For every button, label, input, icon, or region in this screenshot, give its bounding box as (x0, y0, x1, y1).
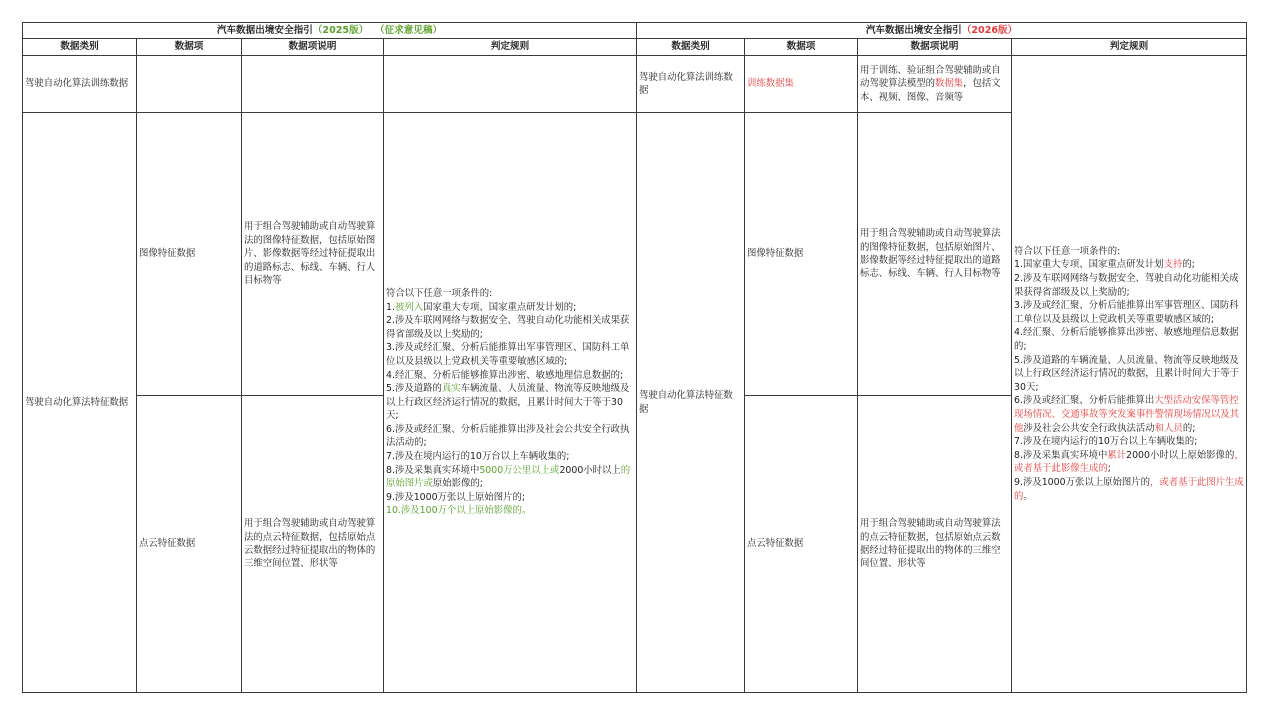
left-title-status: （征求意见稿） (374, 24, 443, 36)
right-training-desc-c: ，包括文本、视频、图像、音频等 (860, 78, 1001, 103)
right-rule-6 (1014, 394, 1244, 435)
right-rule-1-a: 1.国家重大专项、国家重点研发计划 (1014, 259, 1164, 271)
right-rule-9-c: 。 (1023, 490, 1033, 502)
left-training-item (137, 56, 242, 113)
table-row-training (23, 56, 1247, 113)
left-rule-8-c: 2000小时以上 (559, 464, 621, 476)
left-image-item: 图像特征数据 (137, 113, 242, 396)
right-rule-5: 5.涉及道路的车辆流量、人员流量、物流等反映地级及以上行政区经济运行情况的数据，且累计时间大于等于30天; (1014, 354, 1240, 393)
right-rule-7: 7.涉及在境内运行的10万台以上车辆收集的; (1014, 436, 1198, 448)
right-header-rules: 判定规则 (1012, 39, 1247, 56)
left-rule-6: 6.涉及或经汇聚、分析后能推算出涉及社会公共安全行政执法活动的; (386, 423, 630, 449)
right-rule-8 (1014, 449, 1244, 476)
right-rules-intro: 符合以下任意一项条件的: (1014, 245, 1121, 257)
left-rules-intro: 符合以下任意一项条件的: (386, 287, 493, 299)
left-training-category: 驾驶自动化算法训练数据 (23, 56, 137, 113)
right-header-item: 数据项 (745, 39, 858, 56)
left-feature-category: 驾驶自动化算法特征数据 (23, 113, 137, 693)
left-header-item: 数据项 (137, 39, 242, 56)
left-rule-1-c: 国家重大专项、国家重点研发计划的; (423, 301, 577, 313)
comparison-table (22, 22, 1247, 693)
left-rule-5-b: 真实 (441, 383, 461, 395)
right-rule-6-d: 和人员 (1154, 422, 1183, 434)
right-feature-category: 驾驶自动化算法特征数据 (637, 113, 745, 693)
right-training-desc-a: 用于训练、验证组合驾驶辅助或自动驾驶算法模型的 (860, 64, 1001, 90)
left-rule-4: 4.经汇聚、分析后能够推算出涉密、敏感地理信息数据的; (386, 369, 624, 381)
left-header-category: 数据类别 (23, 39, 137, 56)
left-title-main: 汽车数据出境安全指引 (216, 24, 313, 36)
right-image-desc: 用于组合驾驶辅助或自动驾驶算法的图像特征数据，包括原始图片、影像数据等经过特征提取出的道路标志、标线、车辆、行人目标物等 (858, 113, 1012, 396)
right-rule-6-a: 6.涉及或经汇聚、分析后能推算出 (1014, 395, 1155, 407)
right-rules-cell (1012, 56, 1247, 693)
right-training-desc (858, 56, 1012, 113)
right-image-item: 图像特征数据 (745, 113, 858, 396)
left-pointcloud-item: 点云特征数据 (137, 396, 242, 693)
right-pointcloud-desc: 用于组合驾驶辅助或自动驾驶算法的点云特征数据，包括原始点云数据经过特征提取出的物体的三维空间位置、形状等 (858, 396, 1012, 693)
right-rule-8-c: 2000小时以上原始影像的 (1126, 449, 1235, 461)
right-header-desc: 数据项说明 (858, 39, 1012, 56)
right-rule-8-e: ; (1107, 463, 1111, 475)
right-title (637, 23, 1247, 39)
left-rule-8-a: 8.涉及采集真实环境中 (386, 464, 480, 476)
left-header-desc: 数据项说明 (242, 39, 384, 56)
right-rule-8-b: 累计 (1107, 449, 1127, 461)
left-rule-3: 3.涉及或经汇聚、分析后能推算出军事管理区、国防科工单位以及县级以上党政机关等重要敏感区域的; (386, 342, 630, 367)
left-rule-2: 2.涉及车联网网络与数据安全、驾驶自动化功能相关成果获得省部级及以上奖励的; (386, 315, 630, 340)
header-row (23, 39, 1247, 56)
right-title-version: （2026版） (961, 24, 1018, 36)
title-row (23, 23, 1247, 39)
left-title (23, 23, 637, 39)
left-rule-5 (386, 382, 634, 423)
right-rule-9-a: 9.涉及1000万张以上原始图片的 (1014, 476, 1150, 488)
left-rule-8-e: 原始影像的; (432, 478, 483, 490)
right-training-category: 驾驶自动化算法训练数据 (637, 56, 745, 113)
left-rule-8-b: 5000万公里以上或 (479, 464, 560, 476)
left-pointcloud-desc: 用于组合驾驶辅助或自动驾驶算法的点云特征数据，包括原始点云数据经过特征提取出的物体的三维空间位置、形状等 (242, 396, 384, 693)
right-rule-3: 3.涉及或经汇聚、分析后能推算出军事管理区、国防科工单位以及县级以上党政机关等重要敏感区域的; (1014, 300, 1239, 325)
right-rule-9 (1014, 476, 1244, 503)
right-rule-1-c: 的; (1182, 259, 1195, 271)
left-rule-5-c: 车辆流量、人员流量、物流等反映地级及以上行政区经济运行情况的数据，且累计时间大于等于30天; (386, 383, 630, 422)
left-image-desc: 用于组合驾驶辅助或自动驾驶算法的图像特征数据，包括原始图片、影像数据等经过特征提取出的道路标志、标线、车辆、行人目标物等 (242, 113, 384, 396)
right-title-main: 汽车数据出境安全指引 (865, 24, 962, 36)
left-rule-7: 7.涉及在境内运行的10万台以上车辆收集的; (386, 451, 570, 463)
right-rule-1 (1014, 258, 1244, 272)
right-training-item: 训练数据集 (745, 56, 858, 113)
left-rule-5-a: 5.涉及道路的 (386, 383, 442, 395)
left-header-rules: 判定规则 (384, 39, 637, 56)
left-rules-cell (384, 113, 637, 693)
right-rule-8-d: ，或者基于此影像生成的 (1014, 449, 1244, 475)
left-rule-9: 9.涉及1000万张以上原始图片的; (386, 491, 526, 503)
left-training-desc (242, 56, 384, 113)
right-rule-2: 2.涉及车联网网络与数据安全、驾驶自动化功能相关成果获得省部级及以上奖励的; (1014, 273, 1239, 298)
left-rule-1 (386, 301, 634, 315)
left-title-version: （2025版） (312, 24, 369, 36)
right-training-desc-b: 数据集 (935, 78, 964, 90)
right-pointcloud-item: 点云特征数据 (745, 396, 858, 693)
left-rule-10: 10.涉及100万个以上原始影像的。 (386, 505, 532, 517)
right-rule-8-a: 8.涉及采集真实环境中 (1014, 449, 1108, 461)
right-rule-6-b: 大型活动安保等管控现场情况、交通事故等突发案事件警情现场情况以及其他 (1014, 395, 1240, 434)
left-rule-1-b: 被列入 (394, 301, 424, 313)
right-rule-6-c: 涉及社会公共安全行政执法活动 (1023, 422, 1155, 434)
left-rule-1-a: 1. (386, 301, 395, 313)
left-rule-8-d: 的原始图片或 (386, 464, 631, 490)
right-rule-4: 4.经汇聚、分析后能够推算出涉密、敏感地理信息数据的; (1014, 327, 1239, 353)
left-training-rules (384, 56, 637, 113)
right-rule-6-e: 的; (1182, 422, 1196, 434)
right-rule-9-b: ，或者基于此图片生成的 (1014, 476, 1244, 502)
right-header-category: 数据类别 (637, 39, 745, 56)
left-rule-8 (386, 464, 634, 491)
right-rule-1-b: 支持 (1163, 259, 1183, 271)
